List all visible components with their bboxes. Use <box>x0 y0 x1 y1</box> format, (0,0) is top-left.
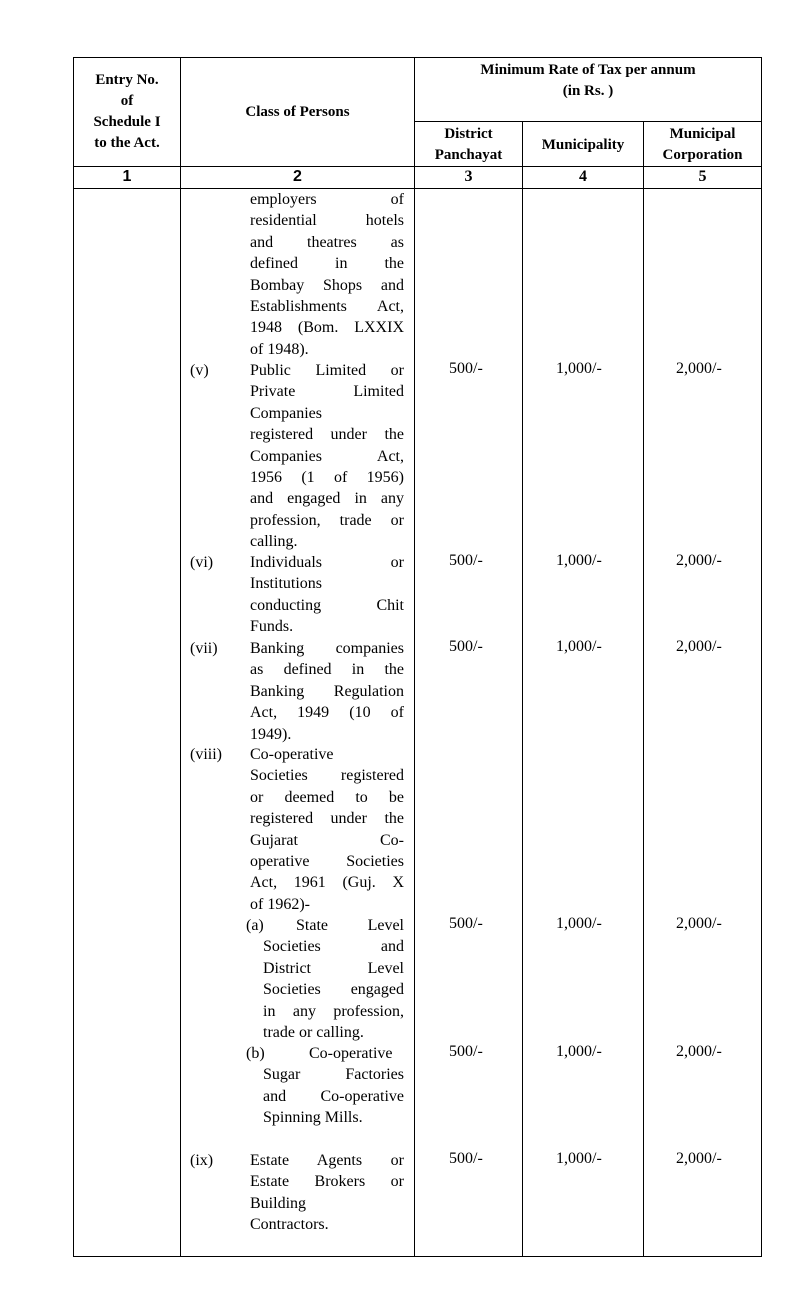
table-divider-3 <box>522 121 523 1257</box>
rate-district-b: 500/- <box>449 1043 483 1060</box>
rate-municipality-b: 1,000/- <box>556 1043 602 1060</box>
row-text-ix: Estate Agents or Estate Brokers or Building Contractors. <box>250 1152 404 1234</box>
row-text-vi: Individuals or Institutions conducting Chit Funds. <box>250 554 404 636</box>
rate-district-vi: 500/- <box>449 552 483 569</box>
row-label-a: (a) <box>246 917 264 934</box>
table-divider-4 <box>643 121 644 1257</box>
header-rate-title: Minimum Rate of Tax per annum (in Rs. ) <box>480 62 696 99</box>
header-class-of-persons: Class of Persons <box>245 104 350 120</box>
rate-corporation-vii: 2,000/- <box>676 638 722 655</box>
header-municipality: Municipality <box>541 137 625 153</box>
table-border-rate-sub <box>414 121 762 122</box>
row-label-viii: (viii) <box>190 746 222 763</box>
rate-municipality-v: 1,000/- <box>556 360 602 377</box>
header-entry-no: Entry No. of Schedule I to the Act. <box>93 72 161 151</box>
col-number-1: 1 <box>122 168 132 185</box>
row-label-ix: (ix) <box>190 1152 214 1169</box>
rate-district-vii: 500/- <box>449 638 483 655</box>
row-label-vi: (vi) <box>190 554 214 571</box>
table-border-left <box>73 57 74 1257</box>
rate-municipality-ix: 1,000/- <box>556 1150 602 1167</box>
row-text-b: Co-operative Sugar Factories and Co-operative Spinning Mills. <box>263 1045 404 1127</box>
rate-corporation-b: 2,000/- <box>676 1043 722 1060</box>
row-label-vii: (vii) <box>190 640 218 657</box>
table-divider-1 <box>180 57 181 1257</box>
row-label-b: (b) <box>246 1045 265 1062</box>
header-municipal-corporation: Municipal Corporation <box>662 126 743 163</box>
rate-corporation-v: 2,000/- <box>676 360 722 377</box>
rate-corporation-vi: 2,000/- <box>676 552 722 569</box>
rate-district-v: 500/- <box>449 360 483 377</box>
col-number-4: 4 <box>579 168 587 185</box>
rate-corporation-ix: 2,000/- <box>676 1150 722 1167</box>
rate-municipality-vi: 1,000/- <box>556 552 602 569</box>
header-district-panchayat: District Panchayat <box>434 126 503 163</box>
col-number-3: 3 <box>464 168 473 185</box>
rate-corporation-a: 2,000/- <box>676 915 722 932</box>
col-number-2: 2 <box>293 168 302 185</box>
rate-municipality-a: 1,000/- <box>556 915 602 932</box>
table-border-bottom <box>73 1256 762 1257</box>
row-text-a: State Level Societies and District Level Societies engaged in any profession, trade or calling. <box>263 917 404 1042</box>
row-continuation-text: employers of residential hotels and theatres as defined in the Bombay Shops and Establishments Act, 1948 (Bom. LXXIX of 1948). <box>250 191 404 358</box>
table-border-right <box>761 57 762 1257</box>
rate-district-a: 500/- <box>449 915 483 932</box>
row-text-v: Public Limited or Private Limited Companies registered under the Companies Act, 1956 (1 of 1956) and engaged in any profession, trade or calling. <box>250 362 404 551</box>
col-number-5: 5 <box>698 168 707 185</box>
row-text-viii: Co-operative Societies registered or deemed to be registered under the Gujarat Co- operative Societies Act, 1961 (Guj. X of 1962)- <box>250 746 404 913</box>
table-border-header-bottom <box>73 166 762 167</box>
table-border-top <box>73 57 762 58</box>
row-label-v: (v) <box>190 362 209 379</box>
rate-district-ix: 500/- <box>449 1150 483 1167</box>
table-border-number-bottom <box>73 188 762 189</box>
table-divider-2 <box>414 57 415 1257</box>
row-text-vii: Banking companies as defined in the Banking Regulation Act, 1949 (10 of 1949). <box>250 640 404 743</box>
rate-municipality-vii: 1,000/- <box>556 638 602 655</box>
